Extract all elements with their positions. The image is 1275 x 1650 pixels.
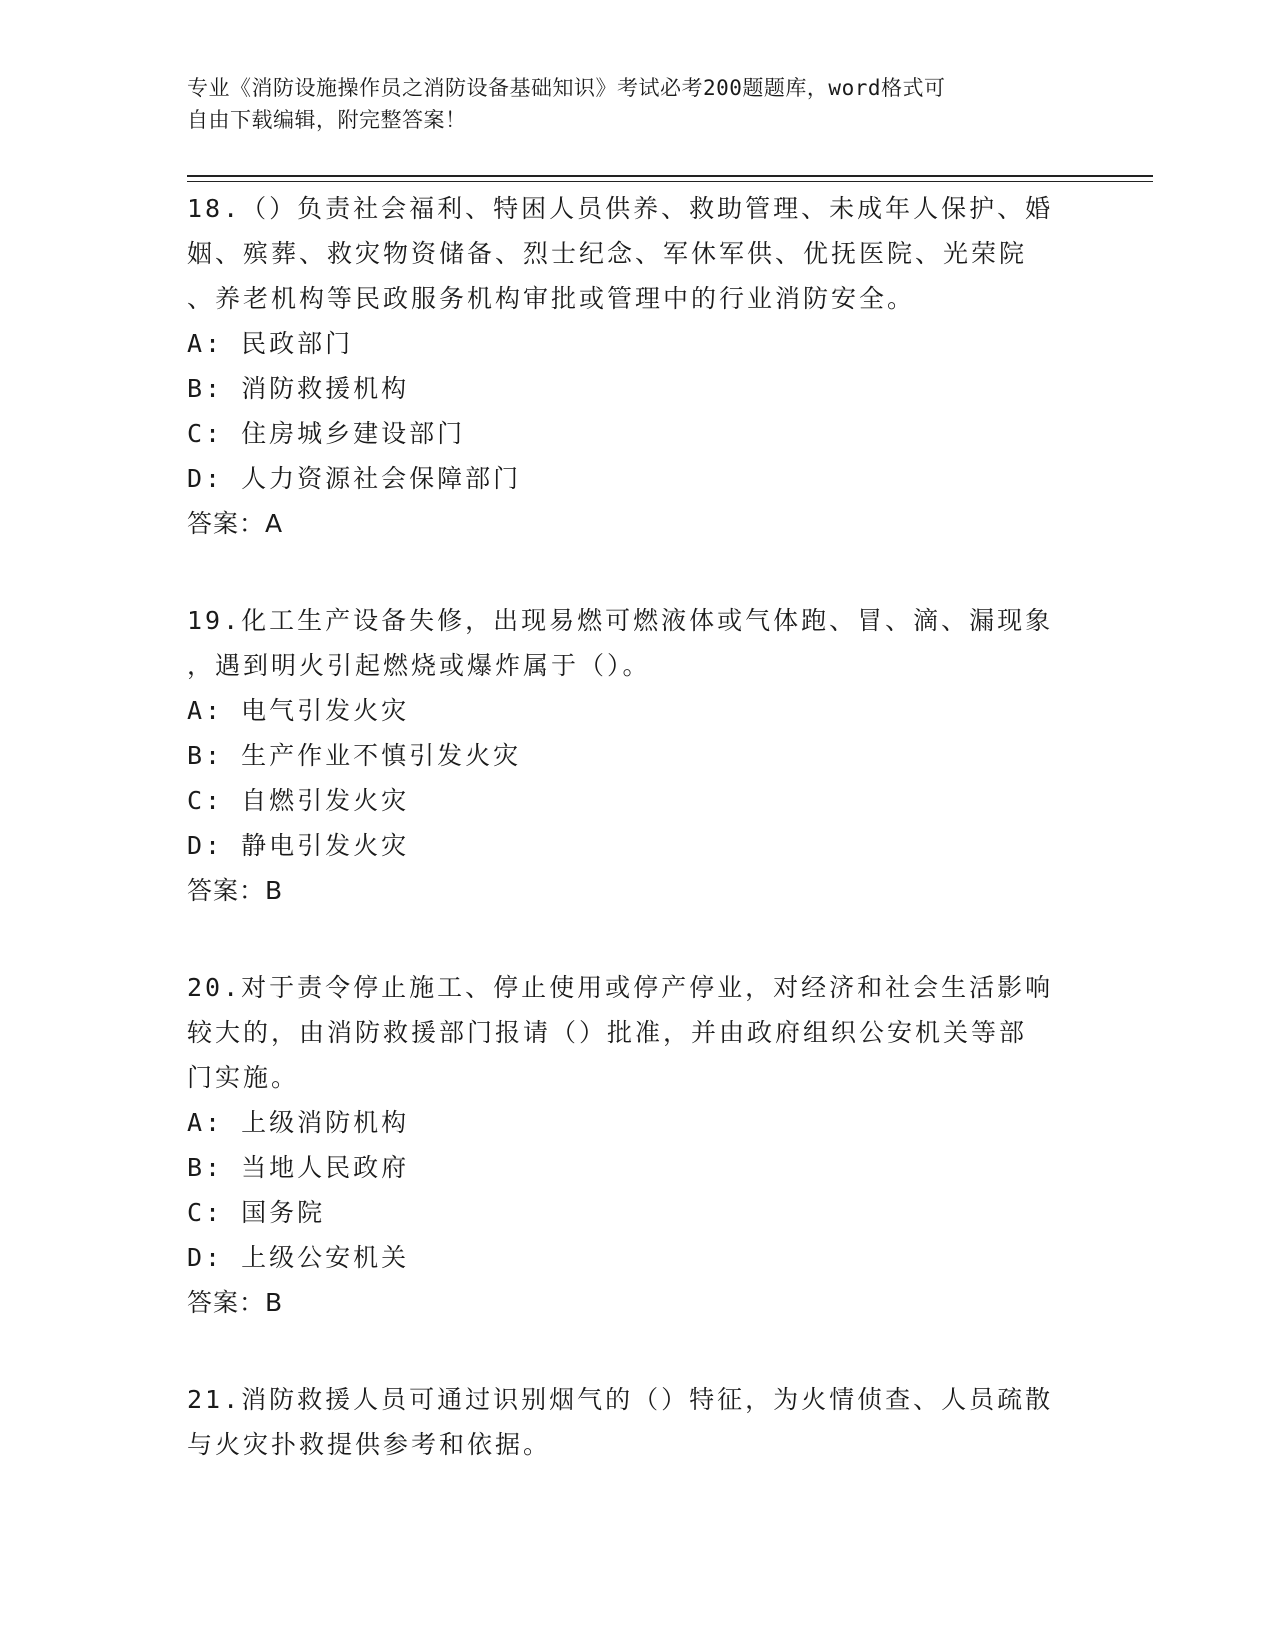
- option-b: B: 当地人民政府: [187, 1153, 410, 1182]
- option-c: C: 住房城乡建设部门: [187, 419, 466, 448]
- option-c: C: 自燃引发火灾: [187, 786, 410, 815]
- question-stem: 19.化工生产设备失修，出现易燃可燃液体或气体跑、冒、滴、漏现象 ，遇到明火引起燃烧或爆炸属于（）。: [187, 606, 1054, 680]
- option-b: B: 消防救援机构: [187, 374, 410, 403]
- option-d: D: 静电引发火灾: [187, 831, 410, 860]
- option-d: D: 人力资源社会保障部门: [187, 464, 522, 493]
- header-divider-thin: [187, 181, 1153, 182]
- answer-label: 答案：A: [187, 509, 284, 538]
- option-d: D: 上级公安机关: [187, 1243, 410, 1272]
- header-divider-thick: [187, 175, 1153, 177]
- question-19: [187, 598, 1087, 913]
- question-list: [187, 186, 1087, 1519]
- question-18: [187, 186, 1087, 546]
- option-a: A: 上级消防机构: [187, 1108, 410, 1137]
- document-header: 专业《消防设施操作员之消防设备基础知识》考试必考200题题库，word格式可 自由下载编辑，附完整答案！: [187, 76, 946, 132]
- question-stem: 21.消防救援人员可通过识别烟气的（）特征，为火情侦查、人员疏散 与火灾扑救提供参考和依据。: [187, 1385, 1054, 1459]
- question-stem: 20.对于责令停止施工、停止使用或停产停业，对经济和社会生活影响 较大的，由消防救援部门报请（）批准，并由政府组织公安机关等部 门实施。: [187, 973, 1054, 1092]
- option-a: A: 电气引发火灾: [187, 696, 410, 725]
- answer-label: 答案：B: [187, 1288, 284, 1317]
- question-21: [187, 1377, 1087, 1467]
- answer-label: 答案：B: [187, 876, 284, 905]
- option-c: C: 国务院: [187, 1198, 326, 1227]
- option-a: A: 民政部门: [187, 329, 354, 358]
- question-20: [187, 965, 1087, 1325]
- question-stem: 18.（）负责社会福利、特困人员供养、救助管理、未成年人保护、婚 姻、殡葬、救灾物资储备、烈士纪念、军休军供、优抚医院、光荣院 、养老机构等民政服务机构审批或管理中的行业消防安全。: [187, 194, 1054, 313]
- option-b: B: 生产作业不慎引发火灾: [187, 741, 522, 770]
